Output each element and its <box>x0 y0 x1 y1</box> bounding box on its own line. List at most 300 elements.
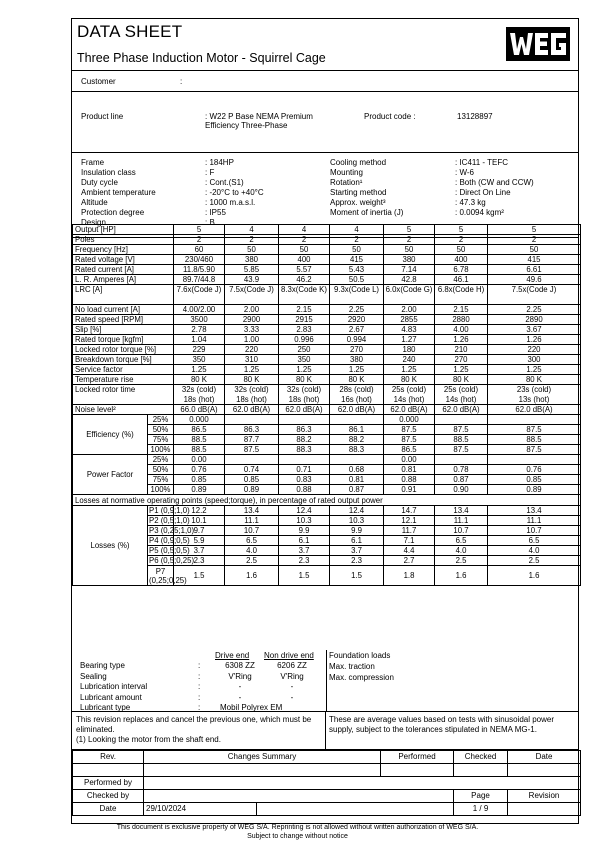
bearing-label: Lubricant type <box>80 703 131 712</box>
drive-end-value: V'Ring <box>228 671 252 681</box>
operating-point: P6 (0,5;0,25) <box>149 556 195 565</box>
row-value: 2.5 <box>488 556 581 566</box>
row-value: 2.3 <box>174 556 225 566</box>
row-value: 5 <box>435 225 488 235</box>
efficiency-row <box>73 445 581 455</box>
performance-row <box>73 305 581 315</box>
row-value: 10.7 <box>488 526 581 536</box>
row-value: 87.5 <box>488 425 581 435</box>
row-value: 400 <box>279 255 330 265</box>
row-value: 6.5 <box>225 536 279 546</box>
row-value: 4 <box>279 225 330 235</box>
row-value: 50 <box>330 245 384 255</box>
bearing-sep: : <box>198 703 201 712</box>
row-value: 2900 <box>225 315 279 325</box>
notes-divider <box>325 712 326 750</box>
row-value: 88.2 <box>279 435 330 445</box>
cold-time: 23s (cold) <box>516 385 552 394</box>
rev-header: Rev. <box>73 751 144 764</box>
row-value: 50 <box>384 245 435 255</box>
power-factor-row <box>73 465 581 475</box>
changes-summary-header: Changes Summary <box>144 751 381 764</box>
row-value: 6.5 <box>435 536 488 546</box>
row-value: 0.88 <box>384 475 435 485</box>
date-value: 29/10/2024 <box>144 803 257 816</box>
row-value: 2 <box>330 235 384 245</box>
row-value: 1.04 <box>174 335 225 345</box>
row-value: 88.3 <box>279 445 330 455</box>
row-value: 0.996 <box>279 335 330 345</box>
row-value: 80 K <box>174 375 225 385</box>
bearing-label: Lubricant amount <box>80 692 142 702</box>
revision-label: Revision <box>508 790 581 803</box>
row-value: 210 <box>435 345 488 355</box>
row-value <box>488 385 581 405</box>
row-value <box>225 385 279 405</box>
row-value: 270 <box>330 345 384 355</box>
row-value: 13.4 <box>435 506 488 516</box>
row-value <box>174 385 225 405</box>
non-drive-end-value: - <box>290 692 294 702</box>
product-section <box>72 92 578 153</box>
row-value: 66.0 dB(A) <box>174 405 225 415</box>
page-title: DATA SHEET <box>77 22 183 41</box>
row-value: 80 K <box>488 375 581 385</box>
rev-cell <box>73 764 144 777</box>
power-factor-row <box>73 485 581 495</box>
bearing-sep: : <box>198 682 201 691</box>
row-value <box>330 415 384 425</box>
locked-rotor-time-row <box>73 385 581 405</box>
row-value: 0.81 <box>330 475 384 485</box>
performance-row <box>73 225 581 235</box>
row-value: 380 <box>225 255 279 265</box>
losses-row <box>73 506 581 516</box>
efficiency-row <box>73 425 581 435</box>
performance-row <box>73 275 581 285</box>
row-value: 2.00 <box>225 305 279 315</box>
row-value: 400 <box>435 255 488 265</box>
power-factor-row <box>73 475 581 485</box>
row-value: 380 <box>330 355 384 365</box>
row-value: 2890 <box>488 315 581 325</box>
row-label: Slip [%] <box>73 325 174 335</box>
row-value: 240 <box>384 355 435 365</box>
revision-note: This revision replaces and cancel the previous one, which must be eliminated. <box>76 715 312 734</box>
row-value: 62.0 dB(A) <box>384 405 435 415</box>
row-value: 0.88 <box>279 485 330 495</box>
row-value: 87.5 <box>225 445 279 455</box>
row-value: 2 <box>435 235 488 245</box>
bearing-label: Lubrication interval <box>80 682 148 691</box>
foundation-load-compression: Max. compression <box>329 673 394 682</box>
hot-time: 18s (hot) <box>236 394 267 404</box>
row-value: 10.3 <box>330 516 384 526</box>
row-value: 86.5 <box>174 425 225 435</box>
row-value: 13.4 <box>488 506 581 516</box>
row-value: 2.15 <box>279 305 330 315</box>
load-point: 75% <box>148 435 174 445</box>
spec-value: : F <box>205 168 215 177</box>
row-value: 62.0 dB(A) <box>279 405 330 415</box>
row-value: 10.7 <box>225 526 279 536</box>
operating-point: P2 (0,5;1,0) <box>149 516 190 525</box>
row-value <box>330 385 384 405</box>
row-value: 5 <box>384 225 435 235</box>
row-value: 0.85 <box>174 475 225 485</box>
row-value: 415 <box>330 255 384 265</box>
row-value: 50 <box>488 245 581 255</box>
header-section <box>72 19 578 71</box>
drive-end-value: 6308 ZZ <box>225 661 255 670</box>
row-value: 9.9 <box>279 526 330 536</box>
row-value: 0.78 <box>435 465 488 475</box>
row-value: 1.25 <box>330 365 384 375</box>
spec-value: : B <box>205 218 215 227</box>
row-label: Breakdown torque [%] <box>73 355 174 365</box>
row-value: 0.87 <box>435 475 488 485</box>
row-label: Rated current [A] <box>73 265 174 275</box>
row-value: 42.8 <box>384 275 435 285</box>
losses-label: Losses (%) <box>73 506 148 586</box>
checked-header: Checked <box>454 751 508 764</box>
operating-point: P3 (0,25;1,0) <box>149 526 195 535</box>
row-value: 7.5x(Code J) <box>225 285 279 305</box>
row-value: 87.5 <box>384 435 435 445</box>
operating-point: P7 (0,25;0,25) <box>149 566 187 585</box>
footer-ownership: This document is exclusive property of WEG S/A. Reprinting is not allowed without written authorization of WEG S/A. <box>116 824 479 831</box>
row-value: 229 <box>174 345 225 355</box>
row-value: 3.33 <box>225 325 279 335</box>
spec-value: : Both (CW and CCW) <box>455 178 534 187</box>
row-value: 4.0 <box>225 546 279 556</box>
row-value: 7.1 <box>384 536 435 546</box>
row-value <box>279 385 330 405</box>
non-drive-end-value: 6206 ZZ <box>277 661 307 670</box>
row-value: 88.3 <box>330 445 384 455</box>
spec-value: : 47.3 kg <box>455 198 486 207</box>
row-value <box>435 415 488 425</box>
block-label: Power Factor <box>73 455 148 495</box>
row-value: 11.7 <box>384 526 435 536</box>
row-value: 7.14 <box>384 265 435 275</box>
row-value: 2915 <box>279 315 330 325</box>
row-label: Rated torque [kgfm] <box>73 335 174 345</box>
changes-cell <box>144 764 381 777</box>
performance-row <box>73 235 581 245</box>
row-value: 5.85 <box>225 265 279 275</box>
losses-heading-row <box>73 495 581 506</box>
row-value: 60 <box>174 245 225 255</box>
spec-label: Moment of inertia (J) <box>330 208 404 217</box>
losses-row <box>73 536 581 546</box>
row-value: 1.26 <box>435 335 488 345</box>
row-value: 86.5 <box>384 445 435 455</box>
spec-label: Cooling method <box>330 158 387 167</box>
row-value: 11.1 <box>225 516 279 526</box>
shaft-end-note: (1) Looking the motor from the shaft end. <box>76 735 221 744</box>
customer-section <box>72 71 578 92</box>
row-value: 2 <box>279 235 330 245</box>
row-value: 0.89 <box>225 485 279 495</box>
row-value: 2.83 <box>279 325 330 335</box>
row-value: 4.83 <box>384 325 435 335</box>
bearing-sep: : <box>198 661 201 670</box>
row-value: 2.25 <box>488 305 581 315</box>
non-drive-end-header: Non drive end <box>264 651 314 660</box>
row-value: 88.5 <box>435 435 488 445</box>
foundation-load-traction: Max. traction <box>329 662 375 671</box>
footer-change-notice: Subject to change without notice <box>247 833 348 840</box>
checked-by-value <box>144 790 454 803</box>
row-value <box>279 455 330 465</box>
row-value: 5.9 <box>174 536 225 546</box>
losses-row <box>73 556 581 566</box>
row-value: 87.5 <box>435 425 488 435</box>
row-value: 0.85 <box>488 475 581 485</box>
row-value: 46.2 <box>279 275 330 285</box>
cold-time: 32s (cold) <box>286 385 322 394</box>
row-value: 86.1 <box>330 425 384 435</box>
row-value: 5.57 <box>279 265 330 275</box>
spec-value: : 0.0094 kgm² <box>455 208 504 217</box>
spec-value: : Cont.(S1) <box>205 178 244 187</box>
row-value: 4 <box>225 225 279 235</box>
row-value: 3.7 <box>279 546 330 556</box>
row-value: 0.87 <box>330 485 384 495</box>
row-value: 0.68 <box>330 465 384 475</box>
row-value: 380 <box>384 255 435 265</box>
row-value: 5.43 <box>330 265 384 275</box>
row-value: 62.0 dB(A) <box>488 405 581 415</box>
row-value: 2.78 <box>174 325 225 335</box>
performance-row <box>73 355 581 365</box>
row-value: 0.000 <box>174 415 225 425</box>
spec-label: Insulation class <box>81 168 136 177</box>
spec-value: : Direct On Line <box>455 188 511 197</box>
row-value: 0.76 <box>174 465 225 475</box>
load-point: 25% <box>148 415 174 425</box>
row-value: 80 K <box>435 375 488 385</box>
row-value: 10.3 <box>279 516 330 526</box>
row-value <box>225 455 279 465</box>
losses-heading: Losses at normative operating points (speed;torque), in percentage of rated output power <box>73 495 581 506</box>
row-value <box>435 455 488 465</box>
row-value <box>435 385 488 405</box>
row-value: 2.7 <box>384 556 435 566</box>
row-value: 0.994 <box>330 335 384 345</box>
row-value: 0.89 <box>488 485 581 495</box>
spec-value: : 1000 m.a.s.l. <box>205 198 256 207</box>
row-value: 2.5 <box>435 556 488 566</box>
load-point: 25% <box>148 455 174 465</box>
weg-logo-icon <box>506 27 570 61</box>
performance-table <box>72 224 581 586</box>
row-value: 2855 <box>384 315 435 325</box>
row-value: 1.26 <box>488 335 581 345</box>
performance-row <box>73 255 581 265</box>
row-value: 86.3 <box>279 425 330 435</box>
row-value: 14.7 <box>384 506 435 516</box>
drive-end-value: Mobil Polyrex EM <box>220 703 283 712</box>
operating-point: P5 (0,5;0,5) <box>149 546 190 555</box>
load-point: 100% <box>148 485 174 495</box>
row-value: 50 <box>435 245 488 255</box>
row-value: 49.6 <box>488 275 581 285</box>
row-value: 0.89 <box>174 485 225 495</box>
row-value <box>488 455 581 465</box>
row-label: Service factor <box>73 365 174 375</box>
row-value: 1.25 <box>174 365 225 375</box>
row-value: 250 <box>279 345 330 355</box>
drive-end-value: - <box>238 682 242 691</box>
cold-time: 28s (cold) <box>339 385 374 394</box>
row-value: 2.3 <box>279 556 330 566</box>
cold-time: 32s (cold) <box>234 385 269 394</box>
row-value: 80 K <box>225 375 279 385</box>
spec-label: Starting method <box>330 188 387 197</box>
hot-time: 16s (hot) <box>341 394 372 404</box>
row-value: 5 <box>488 225 581 235</box>
performance-row <box>73 265 581 275</box>
hot-time: 14s (hot) <box>393 394 425 404</box>
row-label: Rated voltage [V] <box>73 255 174 265</box>
spec-value: : 184HP <box>205 158 234 167</box>
row-value: 87.7 <box>225 435 279 445</box>
row-value: 2 <box>225 235 279 245</box>
load-point: 75% <box>148 475 174 485</box>
product-code-value: 13128897 <box>457 112 493 121</box>
performance-row <box>73 375 581 385</box>
row-value: 10.1 <box>174 516 225 526</box>
row-value: 6.8x(Code H) <box>435 285 488 305</box>
spec-value: : IC411 - TEFC <box>455 158 509 167</box>
row-value: 4 <box>330 225 384 235</box>
spec-label: Duty cycle <box>81 178 118 187</box>
row-value: 1.5 <box>330 566 384 586</box>
spec-label: Design <box>81 218 106 227</box>
load-point: 50% <box>148 425 174 435</box>
bearing-label: Bearing type <box>80 661 125 670</box>
performed-header: Performed <box>381 751 454 764</box>
spec-value: : W-6 <box>455 168 474 177</box>
date-spacer <box>257 803 454 816</box>
row-value: 2.25 <box>330 305 384 315</box>
row-value: 0.83 <box>279 475 330 485</box>
checked-by-label: Checked by <box>73 790 144 803</box>
row-value: 43.9 <box>225 275 279 285</box>
performed-by-label: Performed by <box>73 777 144 790</box>
date-label: Date <box>73 803 144 816</box>
row-value: 12.4 <box>330 506 384 516</box>
row-value: 4.0 <box>488 546 581 556</box>
row-value: 350 <box>279 355 330 365</box>
row-value: 5 <box>174 225 225 235</box>
row-value: 1.25 <box>384 365 435 375</box>
row-label: Rated speed [RPM] <box>73 315 174 325</box>
bearing-section <box>72 650 578 712</box>
row-value: 88.2 <box>330 435 384 445</box>
row-value: 11.1 <box>488 516 581 526</box>
load-point: 100% <box>148 445 174 455</box>
row-value: 87.5 <box>384 425 435 435</box>
load-point: 50% <box>148 465 174 475</box>
row-value: 88.5 <box>174 445 225 455</box>
spec-label: Mounting <box>330 168 363 177</box>
revision-table <box>72 750 581 816</box>
row-value: 1.25 <box>279 365 330 375</box>
row-value: 6.0x(Code G) <box>384 285 435 305</box>
row-value: 11.8/5.90 <box>174 265 225 275</box>
row-value: 2920 <box>330 315 384 325</box>
hot-time: 18s (hot) <box>183 394 215 404</box>
row-value: 0.74 <box>225 465 279 475</box>
row-value: 87.5 <box>488 445 581 455</box>
performed-cell <box>381 764 454 777</box>
row-value: 3500 <box>174 315 225 325</box>
row-value: 89.7/44.8 <box>174 275 225 285</box>
row-value: 11.1 <box>435 516 488 526</box>
row-value: 50 <box>225 245 279 255</box>
row-value: 62.0 dB(A) <box>435 405 488 415</box>
losses-row <box>73 566 581 586</box>
date-cell <box>508 764 581 777</box>
row-value: 300 <box>488 355 581 365</box>
spec-label: Altitude <box>81 198 108 207</box>
row-value: 86.3 <box>225 425 279 435</box>
row-value: 2880 <box>435 315 488 325</box>
hot-time: 14s (hot) <box>445 394 477 404</box>
losses-row <box>73 546 581 556</box>
data-sheet-frame <box>71 18 579 824</box>
row-value: 12.4 <box>279 506 330 516</box>
row-value: 1.5 <box>279 566 330 586</box>
foundation-loads-title: Foundation loads <box>329 651 391 660</box>
spec-label: Ambient temperature <box>81 188 156 197</box>
row-value: 4.4 <box>384 546 435 556</box>
page-value: 1 / 9 <box>454 803 508 816</box>
row-value: 2 <box>174 235 225 245</box>
noise-row <box>73 405 581 415</box>
row-value: 2 <box>384 235 435 245</box>
row-value: 6.1 <box>330 536 384 546</box>
row-value: 180 <box>384 345 435 355</box>
row-value: 3.67 <box>488 325 581 335</box>
checked-cell <box>454 764 508 777</box>
row-value <box>384 385 435 405</box>
cold-time: 32s (cold) <box>181 385 217 394</box>
row-label: LRC [A] <box>73 285 174 305</box>
bearing-sep: : <box>198 692 201 702</box>
row-value: 8.3x(Code K) <box>279 285 330 305</box>
row-value: 0.71 <box>279 465 330 475</box>
row-value: 9.9 <box>330 526 384 536</box>
spec-label: Protection degree <box>81 208 145 217</box>
row-value: 9.7 <box>174 526 225 536</box>
revision-value <box>508 803 581 816</box>
row-value: 2.67 <box>330 325 384 335</box>
row-label: Locked rotor time <box>73 385 174 405</box>
row-value: 62.0 dB(A) <box>225 405 279 415</box>
operating-point: P1 (0,9;1,0) <box>149 506 190 515</box>
row-value: 4.00/2.00 <box>174 305 225 315</box>
row-value: 1.00 <box>225 335 279 345</box>
row-value: 1.27 <box>384 335 435 345</box>
spec-label: Rotation¹ <box>330 178 363 187</box>
row-label: Locked rotor torque [%] <box>73 345 174 355</box>
performed-by-value <box>144 777 581 790</box>
tolerance-note: These are average values based on tests with sinusoidal power supply, subject to the tolerances stipulated in NEMA MG-1. <box>329 715 555 734</box>
